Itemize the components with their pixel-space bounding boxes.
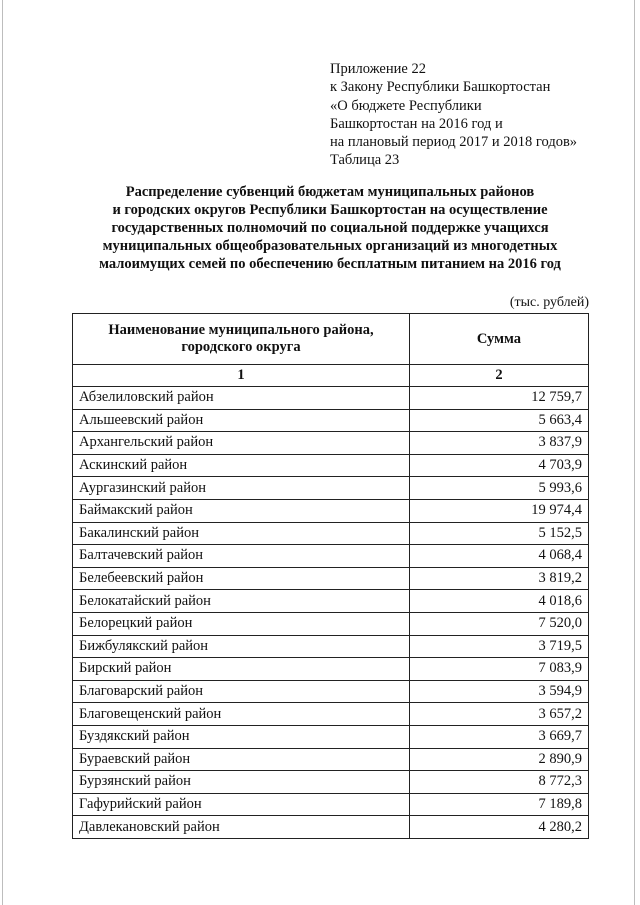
district-name: Баймакский район: [73, 499, 410, 522]
title-line: Распределение субвенций бюджетам муниципальных районов: [125, 184, 535, 200]
district-name: Архангельский район: [73, 432, 410, 455]
appendix-header: [330, 60, 577, 170]
table-row: [73, 816, 589, 839]
district-name: Давлекановский район: [73, 816, 410, 839]
table-row: [73, 432, 589, 455]
subsidy-amount: 7 083,9: [409, 658, 588, 681]
table-row: [73, 545, 589, 568]
district-name: Белебеевский район: [73, 567, 410, 590]
subsidy-amount: 4 280,2: [409, 816, 588, 839]
subsidy-table: [72, 313, 589, 839]
column-header-name: [73, 314, 410, 365]
subsidy-amount: 2 890,9: [409, 748, 588, 771]
column-number-row: [73, 365, 589, 387]
district-name: Бижбулякский район: [73, 635, 410, 658]
appendix-line: «О бюджете Республики: [330, 97, 482, 114]
district-name: Буздякский район: [73, 725, 410, 748]
district-name: Бирский район: [73, 658, 410, 681]
title-line: и городских округов Республики Башкортостан на осуществление: [112, 202, 548, 218]
header-name-line: Наименование муниципального района,: [108, 322, 374, 338]
table-row: [73, 590, 589, 613]
appendix-line: Башкортостан на 2016 год и: [330, 115, 503, 132]
table-row: [73, 725, 589, 748]
column-header-sum: Сумма: [409, 314, 588, 365]
subsidy-amount: 3 657,2: [409, 703, 588, 726]
subsidy-amount: 7 520,0: [409, 612, 588, 635]
appendix-line: к Закону Республики Башкортостан: [330, 79, 551, 96]
district-name: Бурзянский район: [73, 771, 410, 794]
district-name: Аургазинский район: [73, 477, 410, 500]
document-title: [70, 183, 590, 273]
district-name: Абзелиловский район: [73, 387, 410, 410]
subsidy-amount: 7 189,8: [409, 793, 588, 816]
table-row: [73, 409, 589, 432]
subsidy-amount: 5 993,6: [409, 477, 588, 500]
district-name: Благоварский район: [73, 680, 410, 703]
table-row: [73, 635, 589, 658]
table-header-row: [73, 314, 589, 365]
district-name: Балтачевский район: [73, 545, 410, 568]
column-number: 2: [409, 365, 588, 387]
subsidy-amount: 3 719,5: [409, 635, 588, 658]
table-row: [73, 771, 589, 794]
table-row: [73, 522, 589, 545]
table-row: [73, 454, 589, 477]
scan-edge-left: [2, 0, 3, 905]
district-name: Белокатайский район: [73, 590, 410, 613]
table-body: [73, 387, 589, 839]
subsidy-amount: 3 837,9: [409, 432, 588, 455]
subsidy-amount: 12 759,7: [409, 387, 588, 410]
table-row: [73, 680, 589, 703]
subsidy-amount: 3 594,9: [409, 680, 588, 703]
table-row: [73, 658, 589, 681]
district-name: Благовещенский район: [73, 703, 410, 726]
table-row: [73, 612, 589, 635]
appendix-line: Приложение 22: [330, 61, 426, 77]
units-note: (тыс. рублей): [509, 295, 589, 310]
district-name: Аскинский район: [73, 454, 410, 477]
subsidy-amount: 3 819,2: [409, 567, 588, 590]
subsidy-amount: 4 703,9: [409, 454, 588, 477]
table-row: [73, 499, 589, 522]
title-line: малоимущих семей по обеспечению бесплатным питанием на 2016 год: [99, 256, 561, 272]
title-line: государственных полномочий по социальной поддержке учащихся: [111, 220, 549, 236]
scan-edge-right: [634, 0, 635, 905]
district-name: Белорецкий район: [73, 612, 410, 635]
header-name-line: городского округа: [181, 339, 301, 355]
table-row: [73, 703, 589, 726]
district-name: Бураевский район: [73, 748, 410, 771]
subsidy-amount: 19 974,4: [409, 499, 588, 522]
column-number: 1: [73, 365, 410, 387]
subsidy-amount: 4 018,6: [409, 590, 588, 613]
district-name: Гафурийский район: [73, 793, 410, 816]
title-line: муниципальных общеобразовательных организаций из многодетных: [102, 238, 558, 254]
subsidy-amount: 3 669,7: [409, 725, 588, 748]
district-name: Альшеевский район: [73, 409, 410, 432]
table-label: Таблица 23: [330, 152, 400, 169]
subsidy-amount: 5 152,5: [409, 522, 588, 545]
table-row: [73, 793, 589, 816]
table-row: [73, 567, 589, 590]
subsidy-amount: 5 663,4: [409, 409, 588, 432]
table-row: [73, 748, 589, 771]
subsidy-amount: 4 068,4: [409, 545, 588, 568]
appendix-line: на плановый период 2017 и 2018 годов»: [330, 134, 578, 151]
table-row: [73, 477, 589, 500]
district-name: Бакалинский район: [73, 522, 410, 545]
subsidy-amount: 8 772,3: [409, 771, 588, 794]
table-row: [73, 387, 589, 410]
